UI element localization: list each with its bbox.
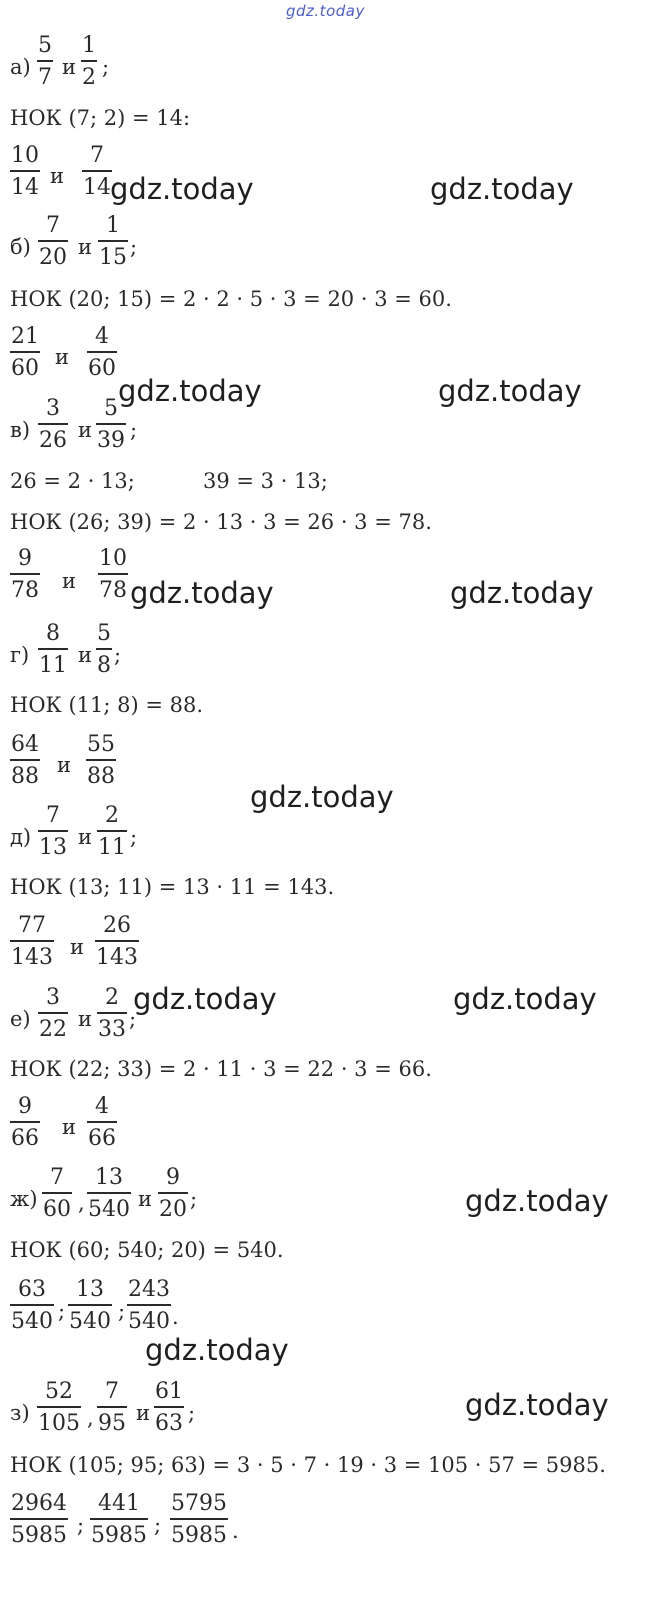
- fraction: 61 63: [155, 1379, 183, 1436]
- conjunction: и: [78, 825, 92, 849]
- fraction: 8 11: [39, 621, 67, 678]
- factorization: 26 = 2 · 13;: [10, 469, 135, 493]
- nok-line: НОК (20; 15) = 2 · 2 · 5 · 3 = 20 · 3 = 60.: [10, 287, 452, 311]
- fraction: 5795 5985: [171, 1491, 227, 1548]
- fraction: 55 88: [87, 732, 115, 789]
- conjunction: и: [78, 643, 92, 667]
- fraction: 2 11: [98, 803, 126, 860]
- nok-line: НОК (60; 540; 20) = 540.: [10, 1238, 284, 1262]
- fraction: 9 66: [11, 1094, 39, 1151]
- fraction: 9 78: [11, 546, 39, 603]
- watermark: gdz.today: [465, 1184, 609, 1218]
- watermark: gdz.today: [450, 576, 594, 610]
- item-label: б): [10, 235, 31, 259]
- item-label: а): [10, 55, 31, 79]
- nok-line: НОК (11; 8) = 88.: [10, 693, 204, 717]
- fraction: 5 7: [38, 33, 52, 90]
- watermark: gdz.today: [133, 982, 277, 1016]
- nok-line: НОК (7; 2) = 14:: [10, 106, 191, 130]
- item-label: в): [10, 418, 31, 442]
- fraction: 3 22: [39, 985, 67, 1042]
- watermark: gdz.today: [250, 780, 394, 814]
- item-label: г): [10, 643, 30, 667]
- item-label: е): [10, 1007, 31, 1031]
- fraction: 4 60: [88, 324, 116, 381]
- conjunction: и: [50, 164, 64, 188]
- watermark: gdz.today: [130, 576, 274, 610]
- fraction: 4 66: [88, 1094, 116, 1151]
- conjunction: и: [57, 753, 71, 777]
- fraction: 7 14: [83, 143, 111, 200]
- fraction: 63 540: [11, 1277, 53, 1334]
- header-watermark: gdz.today: [286, 2, 365, 20]
- fraction: 26 143: [96, 913, 138, 970]
- nok-line: НОК (26; 39) = 2 · 13 · 3 = 26 · 3 = 78.: [10, 510, 432, 534]
- factorization: 39 = 3 · 13;: [203, 469, 328, 493]
- fraction: 5 39: [97, 396, 125, 453]
- conjunction: и: [78, 1007, 92, 1031]
- fraction: 13 540: [88, 1165, 130, 1222]
- conjunction: и: [78, 418, 92, 442]
- fraction: 7 60: [43, 1165, 71, 1222]
- fraction: 21 60: [11, 324, 39, 381]
- fraction: 7 13: [39, 803, 67, 860]
- watermark: gdz.today: [438, 374, 582, 408]
- item-label: д): [10, 825, 32, 849]
- fraction: 13 540: [69, 1277, 111, 1334]
- fraction: 2 33: [98, 985, 126, 1042]
- watermark: gdz.today: [145, 1333, 289, 1367]
- nok-line: НОК (105; 95; 63) = 3 · 5 · 7 · 19 · 3 = 105 · 57 = 5985.: [10, 1453, 606, 1477]
- conjunction: и: [138, 1187, 152, 1211]
- fraction: 2964 5985: [11, 1491, 67, 1548]
- conjunction: и: [136, 1401, 150, 1425]
- conjunction: и: [62, 1115, 76, 1139]
- fraction: 243 540: [128, 1277, 170, 1334]
- fraction: 7 95: [98, 1379, 126, 1436]
- fraction: 77 143: [11, 913, 53, 970]
- conjunction: и: [62, 55, 76, 79]
- watermark: gdz.today: [465, 1388, 609, 1422]
- conjunction: и: [62, 569, 76, 593]
- item-label: з): [10, 1401, 30, 1425]
- fraction: 1 15: [99, 213, 127, 270]
- nok-line: НОК (22; 33) = 2 · 11 · 3 = 22 · 3 = 66.: [10, 1057, 432, 1081]
- nok-line: НОК (13; 11) = 13 · 11 = 143.: [10, 875, 335, 899]
- fraction: 10 78: [99, 546, 127, 603]
- fraction: 7 20: [39, 213, 67, 270]
- fraction: 441 5985: [91, 1491, 147, 1548]
- watermark: gdz.today: [430, 172, 574, 206]
- fraction: 52 105: [38, 1379, 80, 1436]
- conjunction: и: [55, 345, 69, 369]
- fraction: 1 2: [82, 33, 96, 90]
- item-label: ж): [10, 1187, 38, 1211]
- fraction: 3 26: [39, 396, 67, 453]
- watermark: gdz.today: [453, 982, 597, 1016]
- fraction: 5 8: [97, 621, 111, 678]
- conjunction: и: [70, 935, 84, 959]
- fraction: 9 20: [159, 1165, 187, 1222]
- watermark: gdz.today: [110, 172, 254, 206]
- fraction: 10 14: [11, 143, 39, 200]
- fraction: 64 88: [11, 732, 39, 789]
- conjunction: и: [78, 235, 92, 259]
- watermark: gdz.today: [118, 374, 262, 408]
